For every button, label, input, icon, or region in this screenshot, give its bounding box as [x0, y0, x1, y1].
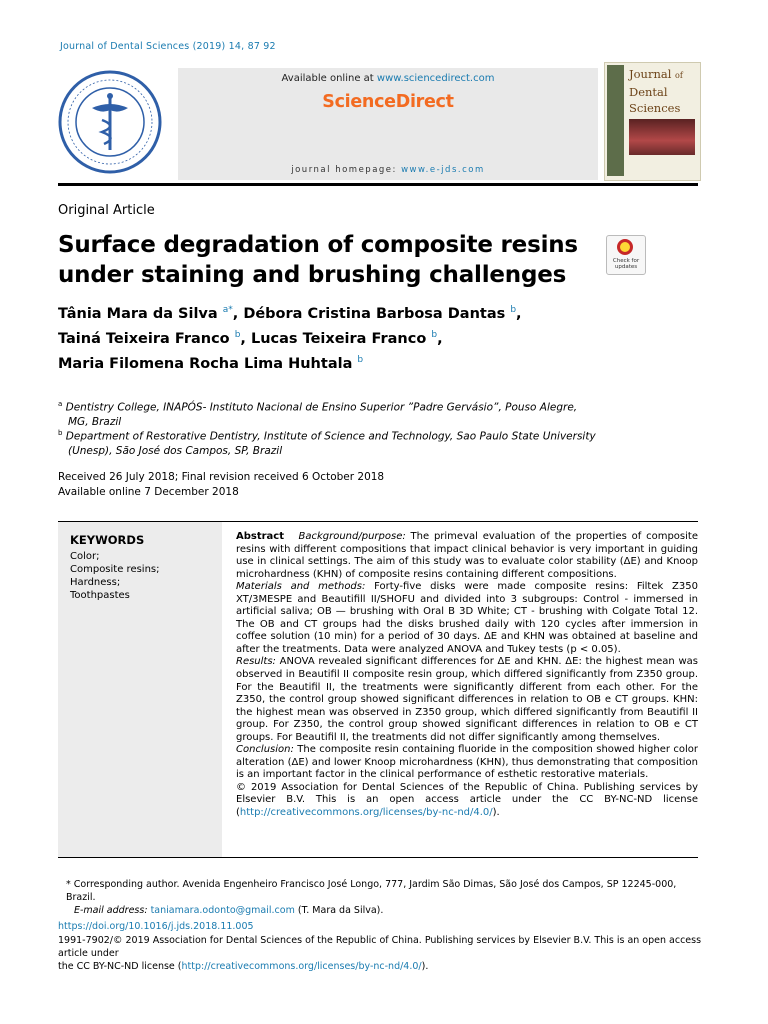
- received-date: Received 26 July 2018; Final revision received 6 October 2018: [58, 471, 385, 483]
- affiliation-mark[interactable]: b: [510, 305, 517, 315]
- author-list: Tânia Mara da Silva $^{a*}$, Débora Cristina Barbosa Dantas $^b$, Tainá Teixeira Franco $^b$, Lucas Teixeira Franco $^b$, Maria Filomena Rocha Lima Huhtala $^b$: [58, 305, 522, 372]
- keyword-item: Toothpastes: [70, 590, 130, 601]
- license-statement: 1991-7902/© 2019 Association for Dental Sciences of the Republic of China. Publishing services by Elsevier B.V. This is an open access article under the CC BY-NC-ND license (http://creativecommons.org/licenses/by-nc-nd/4.0/).: [58, 935, 702, 972]
- homepage-link[interactable]: www.e-jds.com: [401, 165, 485, 175]
- author-name: Tânia Mara da Silva: [58, 305, 218, 322]
- available-online: Available online at www.sciencedirect.com: [281, 73, 495, 84]
- affiliation-mark[interactable]: b: [234, 329, 241, 340]
- cover-spine: [607, 65, 624, 176]
- check-updates-label: Check for updates: [612, 258, 640, 270]
- journal-homepage: journal homepage: www.e-jds.com: [291, 165, 485, 175]
- author-name: Maria Filomena Rocha Lima Huhtala: [58, 355, 353, 372]
- affiliation-a: $^a$ Dentistry College, INAPÓS- Instituto Nacional de Ensino Superior ”Padre Gervásio”, Pouso Alegre, MG, Brazil: [58, 400, 578, 428]
- affiliation-mark[interactable]: b: [357, 354, 364, 365]
- article-type: Original Article: [58, 203, 155, 218]
- header-rule: [58, 183, 698, 186]
- keyword-item: Hardness;: [70, 577, 121, 588]
- author-name: Tainá Teixeira Franco: [58, 330, 230, 347]
- affiliation-b: $^b$ Department of Restorative Dentistry, Institute of Science and Technology, Sao Paulo State University (Unesp), São José dos Campos, SP, Brazil: [58, 429, 596, 457]
- society-seal-logo: [58, 70, 162, 174]
- crossmark-icon: [617, 239, 633, 255]
- doi-link[interactable]: https://doi.org/10.1016/j.jds.2018.11.005: [58, 921, 254, 932]
- cover-title: Journal of Dental Sciences: [629, 67, 683, 115]
- license-link[interactable]: http://creativecommons.org/licenses/by-nc-nd/4.0/: [239, 807, 493, 819]
- journal-citation: Journal of Dental Sciences (2019) 14, 87 92: [60, 41, 276, 52]
- abstract-body: Abstract Background/purpose: The primeval evaluation of the properties of composite resins with different compositions that impact clinical behavior is very important in guiding use in clinical settings. The aim of this study was to evaluate color stability (ΔE) and Knoop microhardness (KHN) of composite resins containing different compositions. Materials and methods: Forty-five disks were made composite resins: Filtek Z350 XT/3MESPE and Beautifill II/SHOFU and divided into 3 subgroups: Control - immersed in artificial saliva; OB — brushing with Oral B 3D White; CT - brushing with Colgate Total 12. The OB and CT groups had the disks brushed daily with 120 cycles after immersion in coffee solution (10 min) for a period of 30 days. ΔE and KHN was obtained at baseline and after the treatments. Data were analyzed ANOVA and Tukey tests (p < 0.05). Results: ANOVA revealed significant differences for ΔE and KHN. ΔE: the highest mean was observed in Beautifil II composite resin group, which differed significantly from Z350 group. For the Beautifil II, the treatments were significantly different from each other. For the Z350, the control group showed significant differences in relation to OB e CT groups. KHN: the highest mean was observed in Z350 group, which differed significantly from Beautifil II group. For Z350, the control group showed significant differences in relation to OB e CT groups. For Beautifil II, the treatments did not differ significantly among themselves. Conclusion: The composite resin containing fluoride in the composition showed higher color alteration (ΔE) and lower Knoop microhardness (KHN), thus demonstrating that composition is an important factor in the clinical performance of esthetic restorative materials. © 2019 Association for Dental Sciences of the Republic of China. Publishing services by Elsevier B.V. This is an open access article under the CC BY-NC-ND license (http://creativecommons.org/licenses/by-nc-nd/4.0/).: [236, 531, 698, 819]
- journal-header-panel: [178, 68, 598, 180]
- email-link[interactable]: taniamara.odonto@gmail.com: [150, 905, 295, 916]
- sciencedirect-link[interactable]: www.sciencedirect.com: [376, 73, 495, 84]
- article-title: Surface degradation of composite resins under staining and brushing challenges: [58, 232, 578, 288]
- keyword-item: Color;: [70, 551, 100, 562]
- footer-license-link[interactable]: http://creativecommons.org/licenses/by-nc-nd/4.0/: [181, 961, 422, 972]
- author-name: Lucas Teixeira Franco: [250, 330, 427, 347]
- author-name: Débora Cristina Barbosa Dantas: [243, 305, 506, 322]
- corresponding-footnote: * Corresponding author. Avenida Engenheiro Francisco José Longo, 777, Jardim São Dimas, São José dos Campos, SP 12245-000, Brazil. E-mail address: taniamara.odonto@gmail.com (T. Mara da Silva).: [66, 879, 677, 916]
- keywords-list: [70, 550, 160, 602]
- article-dates: [58, 470, 384, 499]
- cover-photo: [629, 119, 695, 155]
- abstract-bottom-rule: [58, 857, 698, 858]
- keywords-heading: KEYWORDS: [70, 533, 145, 547]
- affiliation-mark[interactable]: b: [431, 329, 438, 340]
- online-date: Available online 7 December 2018: [58, 485, 239, 498]
- sciencedirect-logo: ScienceDirect: [322, 92, 454, 112]
- check-for-updates-button[interactable]: [606, 235, 646, 275]
- affiliation-mark[interactable]: a*: [222, 305, 233, 315]
- keyword-item: Composite resins;: [70, 564, 160, 575]
- journal-cover-thumbnail: [604, 62, 701, 181]
